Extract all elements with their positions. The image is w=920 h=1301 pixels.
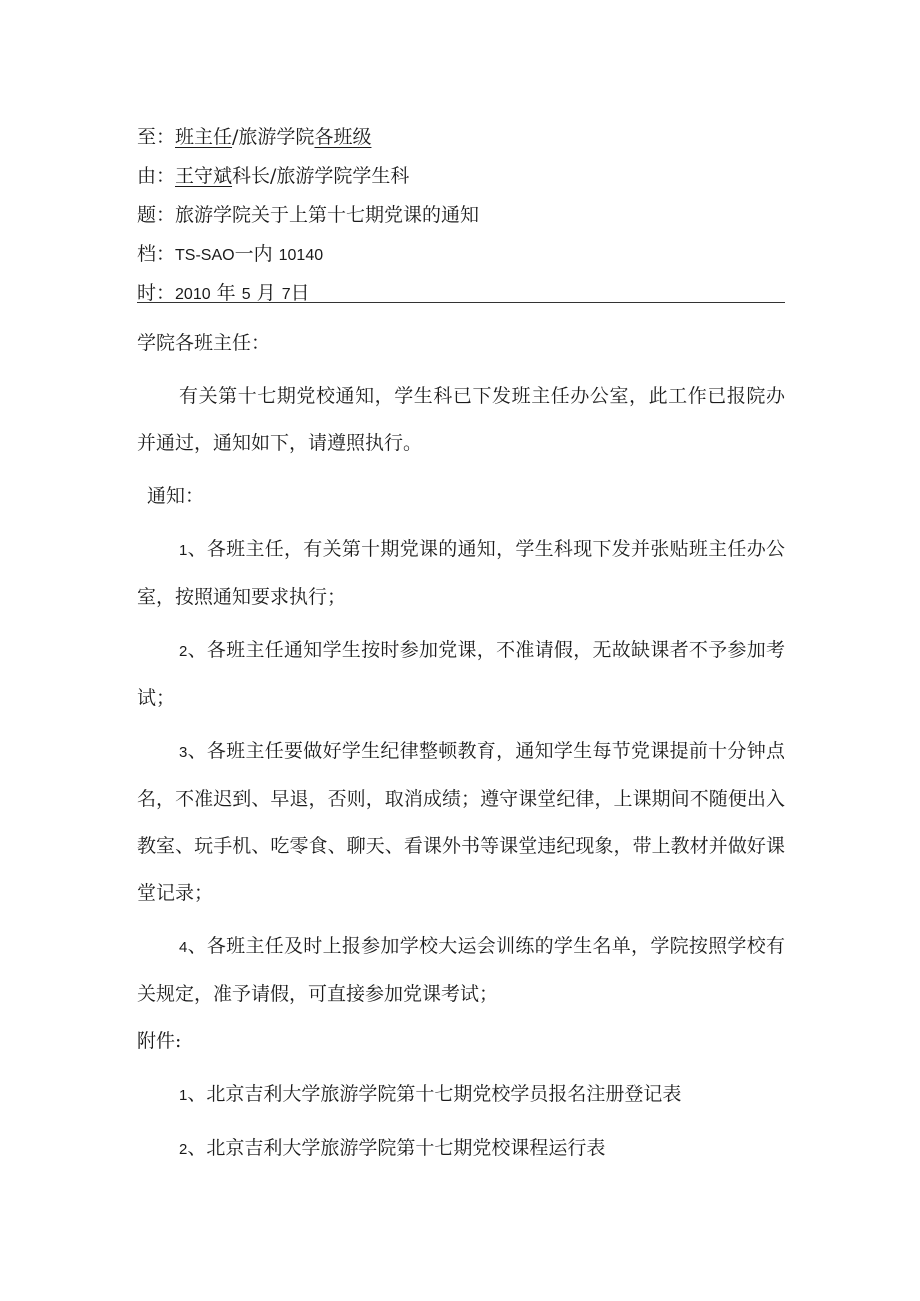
item-text: 、各班主任，有关第十期党课的通知，学生科现下发并张贴班主任办公室，按照通知要求执行； xyxy=(137,538,785,608)
to-row xyxy=(137,118,785,157)
attachment-number: 1 xyxy=(179,1087,188,1104)
date-year: 2010 xyxy=(175,286,211,303)
file-prefix: 一内 xyxy=(234,243,279,265)
from-name: 王守斌 xyxy=(175,165,233,187)
subject-text: 旅游学院关于上第十七期党课的通知 xyxy=(175,204,480,226)
item-number: 4 xyxy=(179,939,188,956)
date-label: 时： xyxy=(137,282,176,304)
date-day: 7 xyxy=(281,286,291,303)
item-text: 、各班主任及时上报参加学校大运会训练的学生名单，学院按照学校有关规定，准予请假，可直接参加党课考试； xyxy=(137,935,785,1005)
file-label: 档： xyxy=(137,243,176,265)
from-title: 科长/旅游学院学生科 xyxy=(232,165,410,187)
notice-item xyxy=(137,728,785,917)
to-label: 至： xyxy=(137,126,176,148)
attachment-item xyxy=(137,1125,785,1173)
salutation: 学院各班主任： xyxy=(137,332,271,354)
file-row xyxy=(137,235,785,274)
to-separator: /旅游学院 xyxy=(232,126,315,148)
memo-header xyxy=(137,118,785,313)
attachments-label: 附件: xyxy=(137,1030,182,1052)
subject-label: 题： xyxy=(137,204,176,226)
date-month-unit: 月 xyxy=(250,282,282,304)
date-row xyxy=(137,274,785,313)
file-code: TS-SAO xyxy=(175,247,235,264)
attachment-item xyxy=(137,1071,785,1119)
item-text: 、各班主任通知学生按时参加党课，不准请假，无故缺课者不予参加考试； xyxy=(137,639,785,709)
item-number: 2 xyxy=(179,643,188,660)
notice-item xyxy=(137,627,785,722)
intro-paragraph: 有关第十七期党校通知，学生科已下发班主任办公室，此工作已报院办并通过，通知如下，请遵照执行。 xyxy=(137,385,785,454)
item-number: 3 xyxy=(179,744,188,761)
notice-label: 通知： xyxy=(147,485,205,507)
to-name: 班主任 xyxy=(175,126,233,148)
attachment-text: 、北京吉利大学旅游学院第十七期党校课程运行表 xyxy=(187,1137,606,1159)
date-month: 5 xyxy=(241,286,251,303)
date-year-unit: 年 xyxy=(210,282,242,304)
notice-item xyxy=(137,923,785,1018)
memo-body xyxy=(137,320,785,1173)
subject-row xyxy=(137,196,785,235)
file-number: 10140 xyxy=(278,247,324,264)
date-day-unit: 日 xyxy=(290,282,310,304)
notice-item xyxy=(137,526,785,621)
item-text: 、各班主任要做好学生纪律整顿教育，通知学生每节党课提前十分钟点名，不准迟到、早退，否则，取消成绩；遵守课堂纪律，上课期间不随便出入教室、玩手机、吃零食、聊天、看课外书等课堂违纪现象，带上教材并做好课堂记录； xyxy=(137,740,785,904)
header-divider xyxy=(137,302,785,303)
item-number: 1 xyxy=(179,542,188,559)
from-label: 由： xyxy=(137,165,176,187)
from-row xyxy=(137,157,785,196)
attachment-text: 、北京吉利大学旅游学院第十七期党校学员报名注册登记表 xyxy=(187,1083,682,1105)
attachment-number: 2 xyxy=(179,1141,188,1158)
to-target: 各班级 xyxy=(314,126,372,148)
